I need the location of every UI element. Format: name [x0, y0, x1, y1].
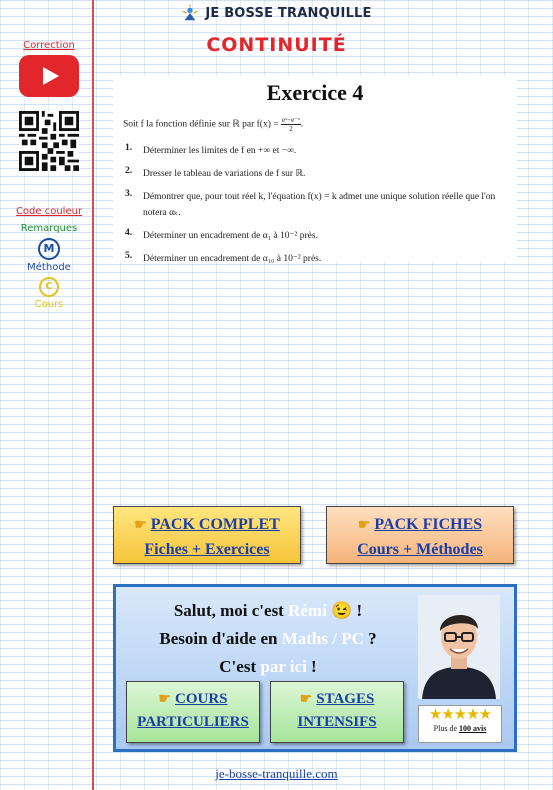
pack-fiches-line1: PACK FICHES — [374, 516, 483, 533]
question-number: 1. — [125, 143, 133, 153]
brand-name: JE BOSSE TRANQUILLE — [205, 5, 372, 21]
intro-text: Soit f la fonction définie sur ℝ par f(x) = — [123, 119, 279, 130]
pack-complet-line1: PACK COMPLET — [150, 516, 280, 533]
pack-fiches-button[interactable] — [326, 506, 514, 564]
exercise-intro — [123, 116, 517, 133]
fraction-numerator: eˣ−e⁻ˣ — [281, 116, 300, 124]
promo-line3-a: C'est — [219, 657, 261, 676]
promo-line3-c: ! — [306, 657, 317, 676]
pack-fiches-line2: Cours + Méthodes — [357, 541, 483, 558]
cours-particuliers-button[interactable] — [126, 681, 260, 743]
methode-badge-icon: M — [38, 238, 60, 260]
promo-line2-a: Besoin d'aide en — [159, 629, 282, 648]
correction-label: Correction — [23, 40, 75, 51]
list-item — [125, 189, 517, 221]
header — [0, 4, 553, 27]
stages-intensifs-button[interactable] — [270, 681, 404, 743]
brand-icon — [181, 4, 199, 22]
youtube-play-icon[interactable] — [19, 55, 79, 97]
avatar — [418, 595, 500, 699]
question-text: Déterminer un encadrement de α₁ à 10⁻² près. — [143, 231, 318, 241]
question-number: 4. — [125, 228, 133, 238]
question-number: 5. — [125, 251, 133, 261]
pointing-hand-icon: ☛ — [299, 692, 313, 707]
question-number: 3. — [125, 189, 133, 199]
promo-line1-c: 😉 ! — [326, 601, 363, 620]
promo-name: Rémi — [288, 601, 327, 620]
exercise-card — [113, 76, 517, 262]
sidebar — [8, 40, 90, 310]
pointing-hand-icon: ☛ — [134, 518, 147, 533]
footer-link[interactable]: je-bosse-tranquille.com — [215, 766, 338, 781]
promo-line1-a: Salut, moi c'est — [173, 601, 289, 620]
question-list — [113, 143, 517, 267]
list-item — [125, 143, 517, 159]
list-item — [125, 251, 517, 267]
promo-text — [128, 597, 408, 681]
question-text: Dresser le tableau de variations de f sur ℝ. — [143, 169, 306, 179]
list-item — [125, 228, 517, 244]
margin-line — [92, 0, 94, 790]
fraction-denominator: 2 — [289, 125, 293, 133]
reviews-prefix: Plus de — [433, 724, 459, 733]
promo-banner — [113, 584, 517, 752]
promo-subjects: Maths / PC — [281, 629, 364, 648]
reviews-text — [419, 724, 501, 733]
cours-badge-icon: C — [39, 277, 59, 297]
star-rating-icon: ★★★★★ — [428, 707, 492, 723]
qr-code-icon[interactable] — [19, 111, 79, 171]
reviews-count[interactable]: 100 avis — [459, 724, 487, 733]
stages-line1: STAGES — [316, 691, 375, 707]
question-text: Déterminer les limites de f en +∞ et −∞. — [143, 146, 297, 156]
promo-link[interactable]: par ici — [260, 657, 307, 676]
stages-line2: INTENSIFS — [297, 714, 377, 730]
list-item — [125, 166, 517, 182]
intro-end: . — [300, 119, 304, 130]
page-title: CONTINUITÉ — [206, 34, 347, 56]
question-text: Démontrer que, pour tout réel k, l'équation f(x) = k admet une unique solution réelle que l'on notera αₖ. — [143, 192, 496, 218]
promo-line2-c: ? — [363, 629, 377, 648]
question-number: 2. — [125, 166, 133, 176]
cours-line2: PARTICULIERS — [137, 714, 249, 730]
remarques-label: Remarques — [20, 223, 78, 234]
reviews-box — [418, 705, 502, 743]
exercise-title: Exercice 4 — [266, 80, 364, 105]
pack-complet-button[interactable] — [113, 506, 301, 564]
methode-label: Méthode — [27, 262, 71, 273]
brand-logo[interactable] — [181, 4, 371, 22]
intro-fraction — [281, 116, 304, 133]
cours-label: Cours — [34, 299, 64, 310]
pack-complet-line2: Fiches + Exercices — [144, 541, 270, 558]
code-couleur-label: Code couleur — [15, 206, 83, 217]
question-text: Déterminer un encadrement de α₁₀ à 10⁻² près. — [143, 254, 322, 264]
cours-line1: COURS — [175, 691, 228, 707]
pointing-hand-icon: ☛ — [357, 518, 371, 533]
pointing-hand-icon: ☛ — [158, 692, 172, 707]
